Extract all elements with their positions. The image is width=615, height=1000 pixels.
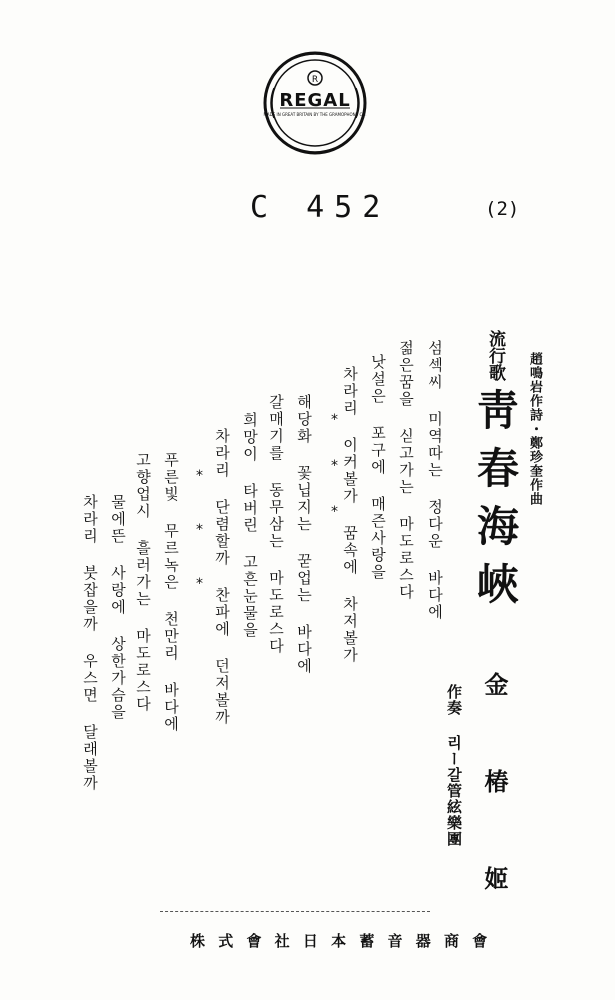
- side-number: (2): [485, 198, 520, 220]
- verse-separator: *: [196, 468, 203, 484]
- verse-separator: *: [331, 412, 338, 428]
- composer-lyricist-credits: 趙鳴岩作詩・鄭珍奎作曲: [527, 352, 542, 506]
- lyric-line: 희망이 타버린 고흔눈물을: [241, 412, 259, 639]
- company-footer: 株 式 會 社 日 本 蓄 音 器 商 會: [190, 932, 492, 950]
- regal-logo: [260, 48, 370, 158]
- lyric-line: 고향업시 흘러가는 마도로스다: [134, 452, 152, 713]
- verse-separator: *: [331, 504, 338, 520]
- lyric-line: 낫설은 포구에 매즌사랑을: [369, 354, 387, 581]
- verse-separator: *: [196, 576, 203, 592]
- accompaniment-credit: 作奏 리ー갈管絃樂團: [445, 684, 463, 847]
- lyric-line: 젊은꿈을 싣고가는 마도로스다: [397, 340, 415, 601]
- footer-divider: [160, 911, 430, 912]
- brand-name: REGAL: [279, 90, 351, 111]
- song-title: 靑春海峽: [471, 388, 520, 620]
- lyric-line: 차라리 단렴할까 찬파에 던저볼까: [213, 428, 231, 726]
- genre-label: 流行歌: [485, 330, 505, 381]
- lyric-line: 물에뜬 사랑에 상한가슴을: [109, 494, 127, 721]
- lyric-line: 차라리 이커볼가 꿈속에 차저볼가: [341, 366, 359, 664]
- singer-name: 金 椿 姬: [480, 672, 509, 912]
- lyric-line: 푸른빛 무르녹은 천만리 바다에: [162, 452, 180, 733]
- catalog-number: C 452: [250, 190, 391, 225]
- svg-text:R: R: [311, 75, 319, 85]
- verse-separator: *: [331, 458, 338, 474]
- logo-fineprint: MADE IN GREAT BRITAIN BY THE GRAMOPHONE CO.: [263, 112, 367, 117]
- verse-separator: *: [196, 522, 203, 538]
- lyric-line: 섬섹씨 미역따는 정다운 바다에: [426, 340, 444, 621]
- lyric-line: 차라리 붓잡을까 우스면 달래볼까: [81, 494, 99, 792]
- lyric-line: 해당화 꽃닙지는 꾿업는 바다에: [295, 394, 313, 675]
- lyric-line: 갈매기를 동무삼는 마도로스다: [267, 394, 285, 655]
